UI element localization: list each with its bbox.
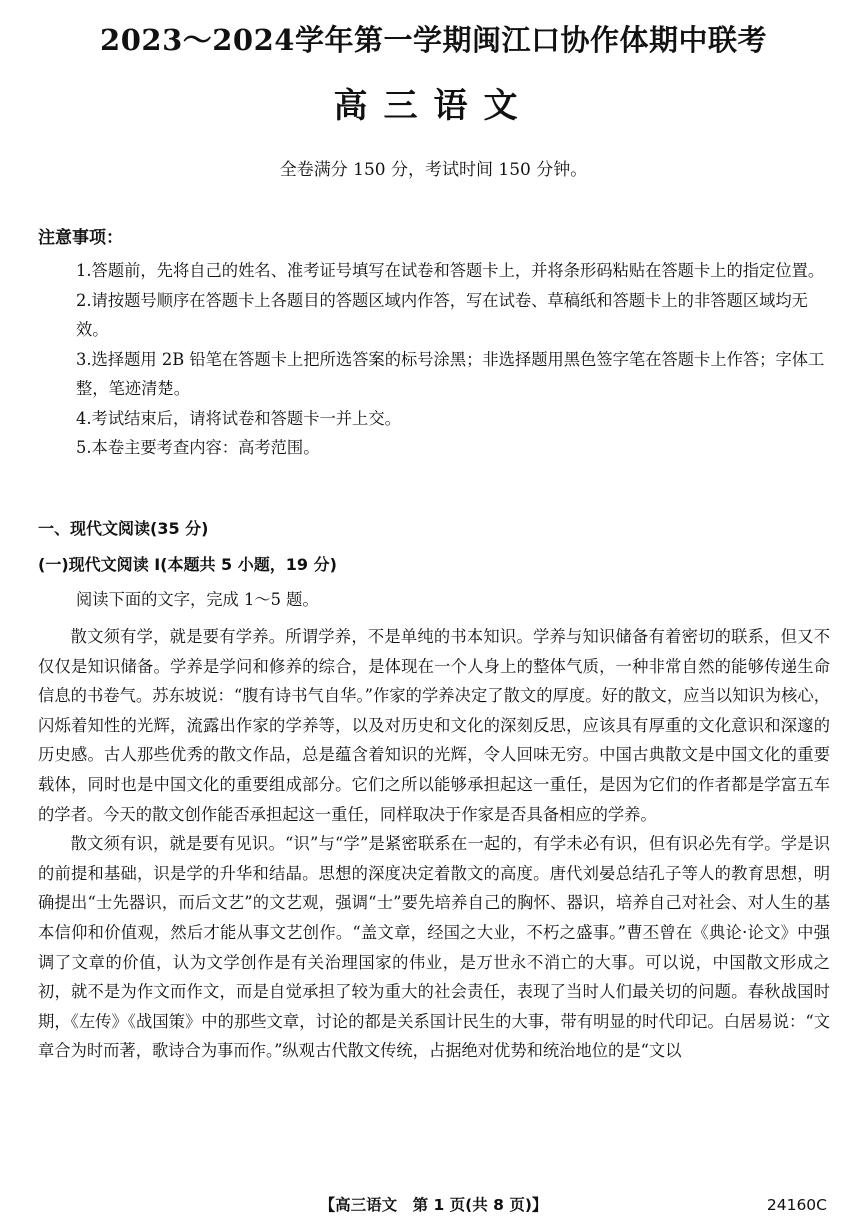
paper-code: 24160C — [766, 1196, 827, 1214]
score-info: 全卷满分 150 分，考试时间 150 分钟。 — [279, 160, 588, 180]
notice-heading: 注意事项： — [38, 228, 123, 248]
page-footer: 【高三语文 第 1 页(共 8 页)】 — [319, 1196, 548, 1214]
subsection-heading: (一)现代文阅读 I(本题共 5 小题，19 分) — [38, 555, 337, 574]
notice-item: 3.选择题用 2B 铅笔在答题卡上把所选答案的标号涂黑；非选择题用黑色签字笔在答题卡上作答；字体工整，笔迹清楚。 — [76, 349, 825, 398]
exam-title: 2023～2024学年第一学期闽江口协作体期中联考 — [100, 23, 767, 57]
passage-paragraph: 散文须有识，就是要有见识。“识”与“学”是紧密联系在一起的，有学未必有识，但有识必先有学。学是识的前提和基础，识是学的升华和结晶。思想的深度决定着散文的高度。唐代刘晏总结孔子等人的教育思想，明确提出“士先器识，而后文艺”的文艺观，强调“士”要先培养自己的胸怀、器识，培养自己对社会、对人生的基本信仰和价值观，然后才能从事文艺创作。“盖文章，经国之大业，不朽之盛事。”曹丕曾在《典论·论文》中强调了文章的价值，认为文学创作是有关治理国家的伟业，是万世永不消亡的大事。可以说，中国散文形成之初，就不是为作文而作文，而是自觉承担了较为重大的社会责任，表现了当时人们最关切的问题。春秋战国时期，《左传》《战国策》中的那些文章，讨论的都是关系国计民生的大事，带有明显的时代印记。白居易说：“文章合为时而著，歌诗合为事而作。”纵观古代散文传统，占据绝对优势和统治地位的是“文以 — [38, 834, 830, 1061]
section-heading: 一、现代文阅读(35 分) — [38, 519, 209, 538]
notice-item: 5.本卷主要考查内容：高考范围。 — [76, 438, 320, 457]
subject-title: 高三语文 — [333, 86, 534, 126]
notice-item: 1.答题前，先将自己的姓名、准考证号填写在试卷和答题卡上，并将条形码粘贴在答题卡上的指定位置。 — [76, 261, 825, 280]
notice-item: 4.考试结束后，请将试卷和答题卡一并上交。 — [76, 408, 401, 428]
reading-instruction: 阅读下面的文字，完成 1～5 题。 — [76, 590, 319, 609]
notice-item: 2.请按题号顺序在答题卡上各题目的答题区域内作答，写在试卷、草稿纸和答题卡上的非答题区域均无效。 — [76, 290, 808, 339]
passage-paragraph: 散文须有学，就是要有学养。所谓学养，不是单纯的书本知识。学养与知识储备有着密切的联系，但又不仅仅是知识储备。学养是学问和修养的综合，是体现在一个人身上的整体气质，一种非常自然的能够传递生命信息的书卷气。苏东坡说：“腹有诗书气自华。”作家的学养决定了散文的厚度。好的散文，应当以知识为核心，闪烁着知性的光辉，流露出作家的学养等，以及对历史和文化的深刻反思，应该具有厚重的文化意识和深邃的历史感。古人那些优秀的散文作品，总是蕴含着知识的光辉，令人回味无穷。中国古典散文是中国文化的重要载体，同时也是中国文化的重要组成部分。它们之所以能够承担起这一重任，是因为它们的作者都是学富五车的学者。今天的散文创作能否承担起这一重任，同样取决于作家是否具备相应的学养。 — [38, 627, 830, 824]
reading-passage — [38, 622, 830, 1066]
notice-list — [76, 256, 836, 463]
